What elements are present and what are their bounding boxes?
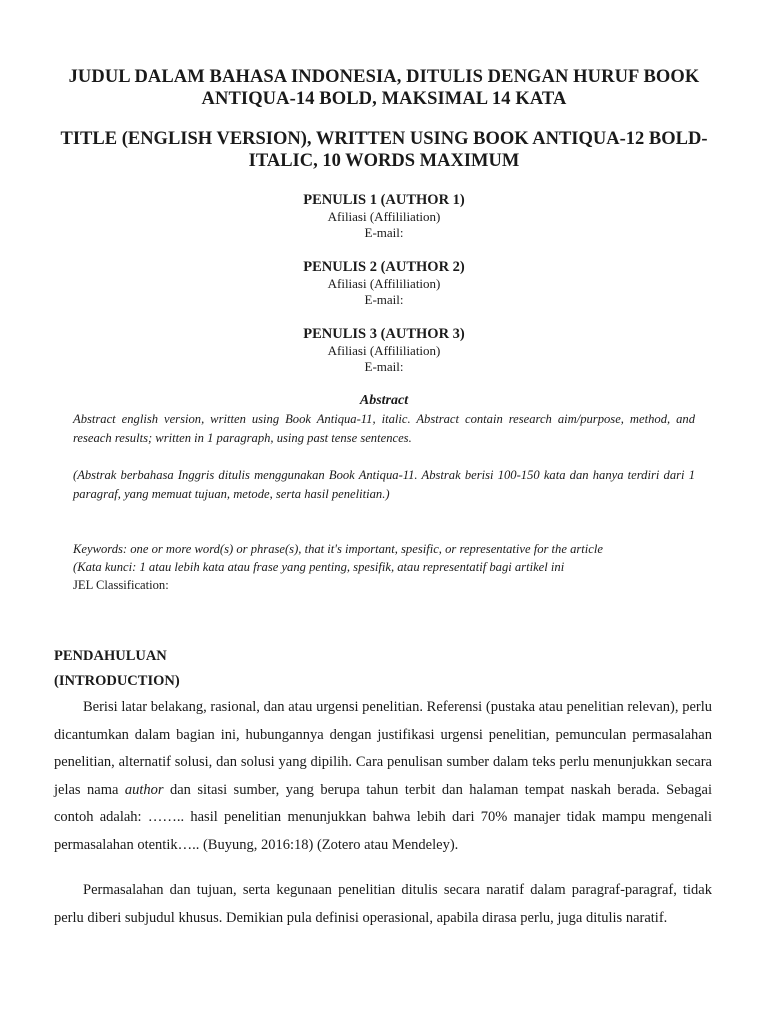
author-email: E-mail: bbox=[364, 292, 404, 307]
title-en-line-1: TITLE (ENGLISH VERSION), WRITTEN USING BOOK ANTIQUA-12 BOLD- bbox=[60, 129, 708, 149]
p1-text-end: dan sitasi sumber, yang berupa tahun terbit dan halaman tempat naskah berada. Sebagai contoh adalah: …….. hasil penelitian menunjukkan bahwa lebih dari 70% manajer tidak mampu mengenali permasalahan otentik….. (Buyung, 2016:18) (Zotero atau Mendeley). bbox=[54, 781, 712, 853]
section-heading-english: (INTRODUCTION) bbox=[54, 673, 180, 689]
section-heading: PENDAHULUAN bbox=[54, 648, 167, 664]
author-block-2 bbox=[40, 259, 728, 308]
author-affiliation: Afiliasi (Affililiation) bbox=[327, 343, 441, 358]
introduction-paragraph-2: Permasalahan dan tujuan, serta kegunaan penelitian ditulis secara naratif dalam paragraf-paragraf, tidak perlu diberi subjudul khusus. Demikian pula definisi operasional, apabila dirasa perlu, juga ditulis naratif. bbox=[54, 882, 712, 926]
jel-classification: JEL Classification: bbox=[73, 578, 169, 592]
title-id-line-2: ANTIQUA-14 BOLD, MAKSIMAL 14 KATA bbox=[201, 89, 567, 109]
title-en-line-2: ITALIC, 10 WORDS MAXIMUM bbox=[248, 151, 520, 171]
keywords-indonesian: (Kata kunci: 1 atau lebih kata atau frase yang penting, spesifik, atau representatif bagi artikel ini bbox=[73, 560, 565, 574]
abstract-english: Abstract english version, written using Book Antiqua-11, italic. Abstract contain research aim/purpose, method, and reseach results; written in 1 paragraph, using past tense sentences. bbox=[73, 412, 695, 445]
title-indonesian bbox=[40, 66, 728, 110]
introduction-paragraph-1 bbox=[54, 694, 712, 859]
author-affiliation: Afiliasi (Affililiation) bbox=[327, 209, 441, 224]
author-email: E-mail: bbox=[364, 225, 404, 240]
title-id-line-1: JUDUL DALAM BAHASA INDONESIA, DITULIS DENGAN HURUF BOOK bbox=[68, 67, 700, 87]
author-name: PENULIS 3 (AUTHOR 3) bbox=[303, 326, 465, 342]
author-block-3 bbox=[40, 326, 728, 375]
author-email: E-mail: bbox=[364, 359, 404, 374]
p1-italic-author: author bbox=[124, 781, 164, 798]
author-block-1 bbox=[40, 192, 728, 241]
author-name: PENULIS 1 (AUTHOR 1) bbox=[303, 192, 465, 208]
abstract-heading: Abstract bbox=[359, 393, 409, 408]
author-name: PENULIS 2 (AUTHOR 2) bbox=[303, 259, 465, 275]
title-english bbox=[40, 128, 728, 172]
abstract-indonesian: (Abstrak berbahasa Inggris ditulis menggunakan Book Antiqua-11. Abstrak berisi 100-150 kata dan hanya terdiri dari 1 paragraf, yang memuat tujuan, metode, serta hasil penelitian.) bbox=[73, 468, 695, 501]
p1-text-start: Berisi latar belakang, rasional, dan atau urgensi penelitian. Referensi (pustaka atau penelitian relevan), perlu dicantumkan dalam bagian ini, hubungannya dengan justifikasi urgensi penelitian, pemunculan permasalahan penelitian, alternatif solusi, dan solusi yang dipilih. Cara penulisan sumber dalam teks perlu menunjukkan secara jelas nama bbox=[54, 699, 712, 798]
keywords-english: Keywords: one or more word(s) or phrase(s), that it's important, spesific, or representative for the article bbox=[73, 542, 603, 556]
author-affiliation: Afiliasi (Affililiation) bbox=[327, 276, 441, 291]
